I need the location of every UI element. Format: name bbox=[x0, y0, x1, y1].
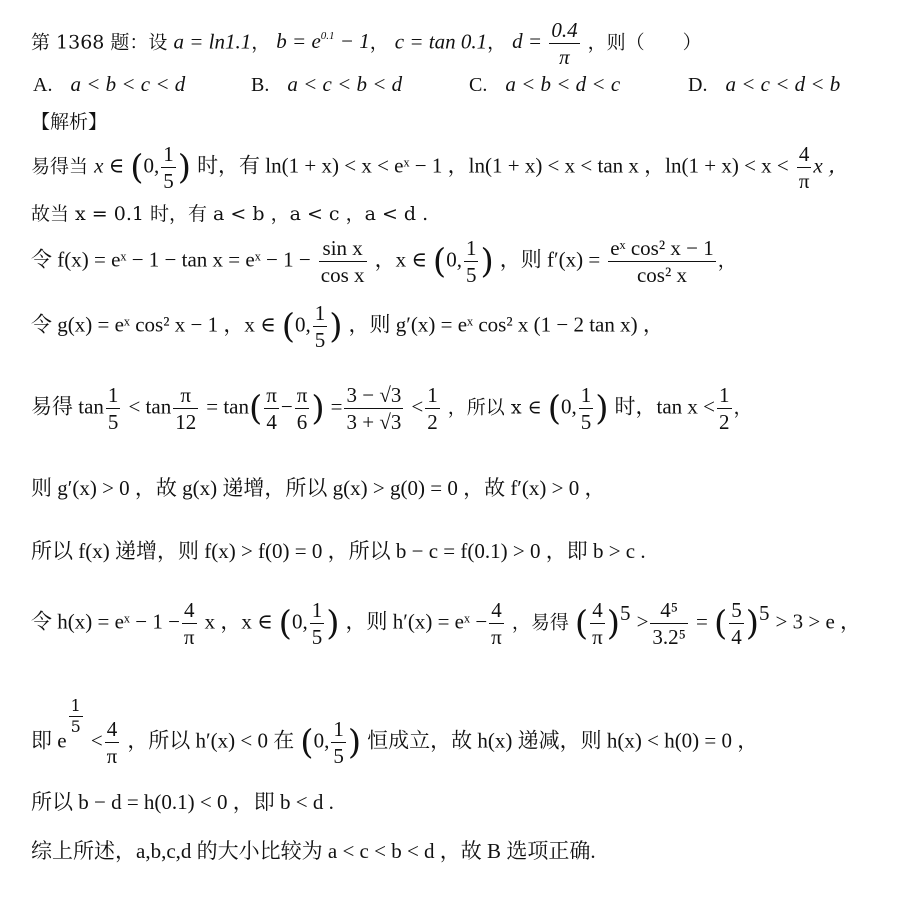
problem-statement: 第 1368 题：设 a = ln1.1， $b = e^{0.1} - 1$， c = tan 0.1， d = $\frac{0.4}{\pi}$ ，则（ ） bbox=[31, 18, 702, 70]
def-d: d = $\frac{0.4}{\pi}$ bbox=[512, 18, 578, 70]
analysis-line-5: 易得 tan $\frac{1}{5}$ < tan $\frac{\pi}{12}$ = tan( $\frac{\pi}{4}$ − $\frac{\pi}{6}$ ) = $\frac{3 - √3}{3 + √3}$ < $\frac{1}{2}$ ，所以 x ∈ (0, $\frac{1}{5}$ ) 时，tan x < $\frac{1}{2}$ ， bbox=[31, 383, 753, 435]
option-b[interactable]: B. a < c < b < d bbox=[251, 72, 403, 96]
analysis-line-8: 令 h(x) = eˣ − 1 − $\frac{4}{\pi}$ x ，x ∈ (0, $\frac{1}{5}$ ) ，则 h′(x) = eˣ − $\frac{4}{\pi}$ ，易得 ( $\frac{4}{\pi}$ )$^5$ > $\frac{\text{4⁵}}{\text{3.2⁵}}$ = ( $\frac{5}{4}$ )$^5$ > 3 > e ， bbox=[31, 598, 862, 650]
problem-title: 第 1368 题：设 bbox=[31, 31, 168, 54]
option-d[interactable]: D. a < c < d < b bbox=[688, 72, 841, 96]
conclusion-line: 综上所述，a,b,c,d 的大小比较为 a < c < b < d ，故 B 选项正确. bbox=[31, 839, 596, 863]
option-c[interactable]: C. a < b < d < c bbox=[469, 72, 621, 96]
analysis-line-3: 令 f(x) = eˣ − 1 − tan x = eˣ − 1 − $\frac{\text{sin x}}{\text{cos x}}$ ，x ∈ (0, $\frac{1}{5}$ ) ，则 f′(x) = $\frac{\text{eˣ cos² x − 1}}{\text{cos² x}}$ ， bbox=[31, 236, 737, 288]
analysis-heading: 【解析】 bbox=[31, 111, 108, 133]
def-c: c = tan 0.1 bbox=[394, 29, 488, 54]
analysis-line-1: 易得当 x ∈ (0, $\frac{1}{5}$ ) 时，有 ln(1 + x) < x < eˣ − 1 ，ln(1 + x) < x < tan x ，ln(1 + x) < x < $\frac{4}{\pi}$ x ， bbox=[31, 142, 849, 194]
analysis-line-9: 即 e $^{\frac{1}{5}}$ < $\frac{4}{\pi}$ ，所以 h′(x) < 0 在 (0, $\frac{1}{5}$ ) 恒成立，故 h(x) 递减，则 h(x) < h(0) = 0 ， bbox=[31, 696, 759, 768]
def-b: $b = e^{0.1} - 1$ bbox=[276, 29, 370, 54]
analysis-line-4: 令 g(x) = eˣ cos² x − 1 ，x ∈ (0, $\frac{1}{5}$ ) ，则 g′(x) = eˣ cos² x (1 − 2 tan x) ， bbox=[31, 301, 664, 353]
analysis-line-7: 所以 f(x) 递增，则 f(x) > f(0) = 0 ，所以 b − c = f(0.1) > 0 ，即 b > c . bbox=[31, 539, 646, 563]
analysis-line-10: 所以 b − d = h(0.1) < 0 ，即 b < d . bbox=[31, 790, 334, 814]
option-a[interactable]: A. a < b < c < d bbox=[33, 72, 186, 96]
analysis-line-2: 故当 x = 0.1 时，有 a < b ，a < c ，a < d . bbox=[31, 203, 429, 225]
analysis-line-6: 则 g′(x) > 0 ，故 g(x) 递增，所以 g(x) > g(0) = 0 ，故 f′(x) > 0 ， bbox=[31, 476, 606, 500]
blank-parens: ，则（ ） bbox=[587, 31, 702, 54]
def-a: a = ln1.1 bbox=[173, 29, 252, 54]
